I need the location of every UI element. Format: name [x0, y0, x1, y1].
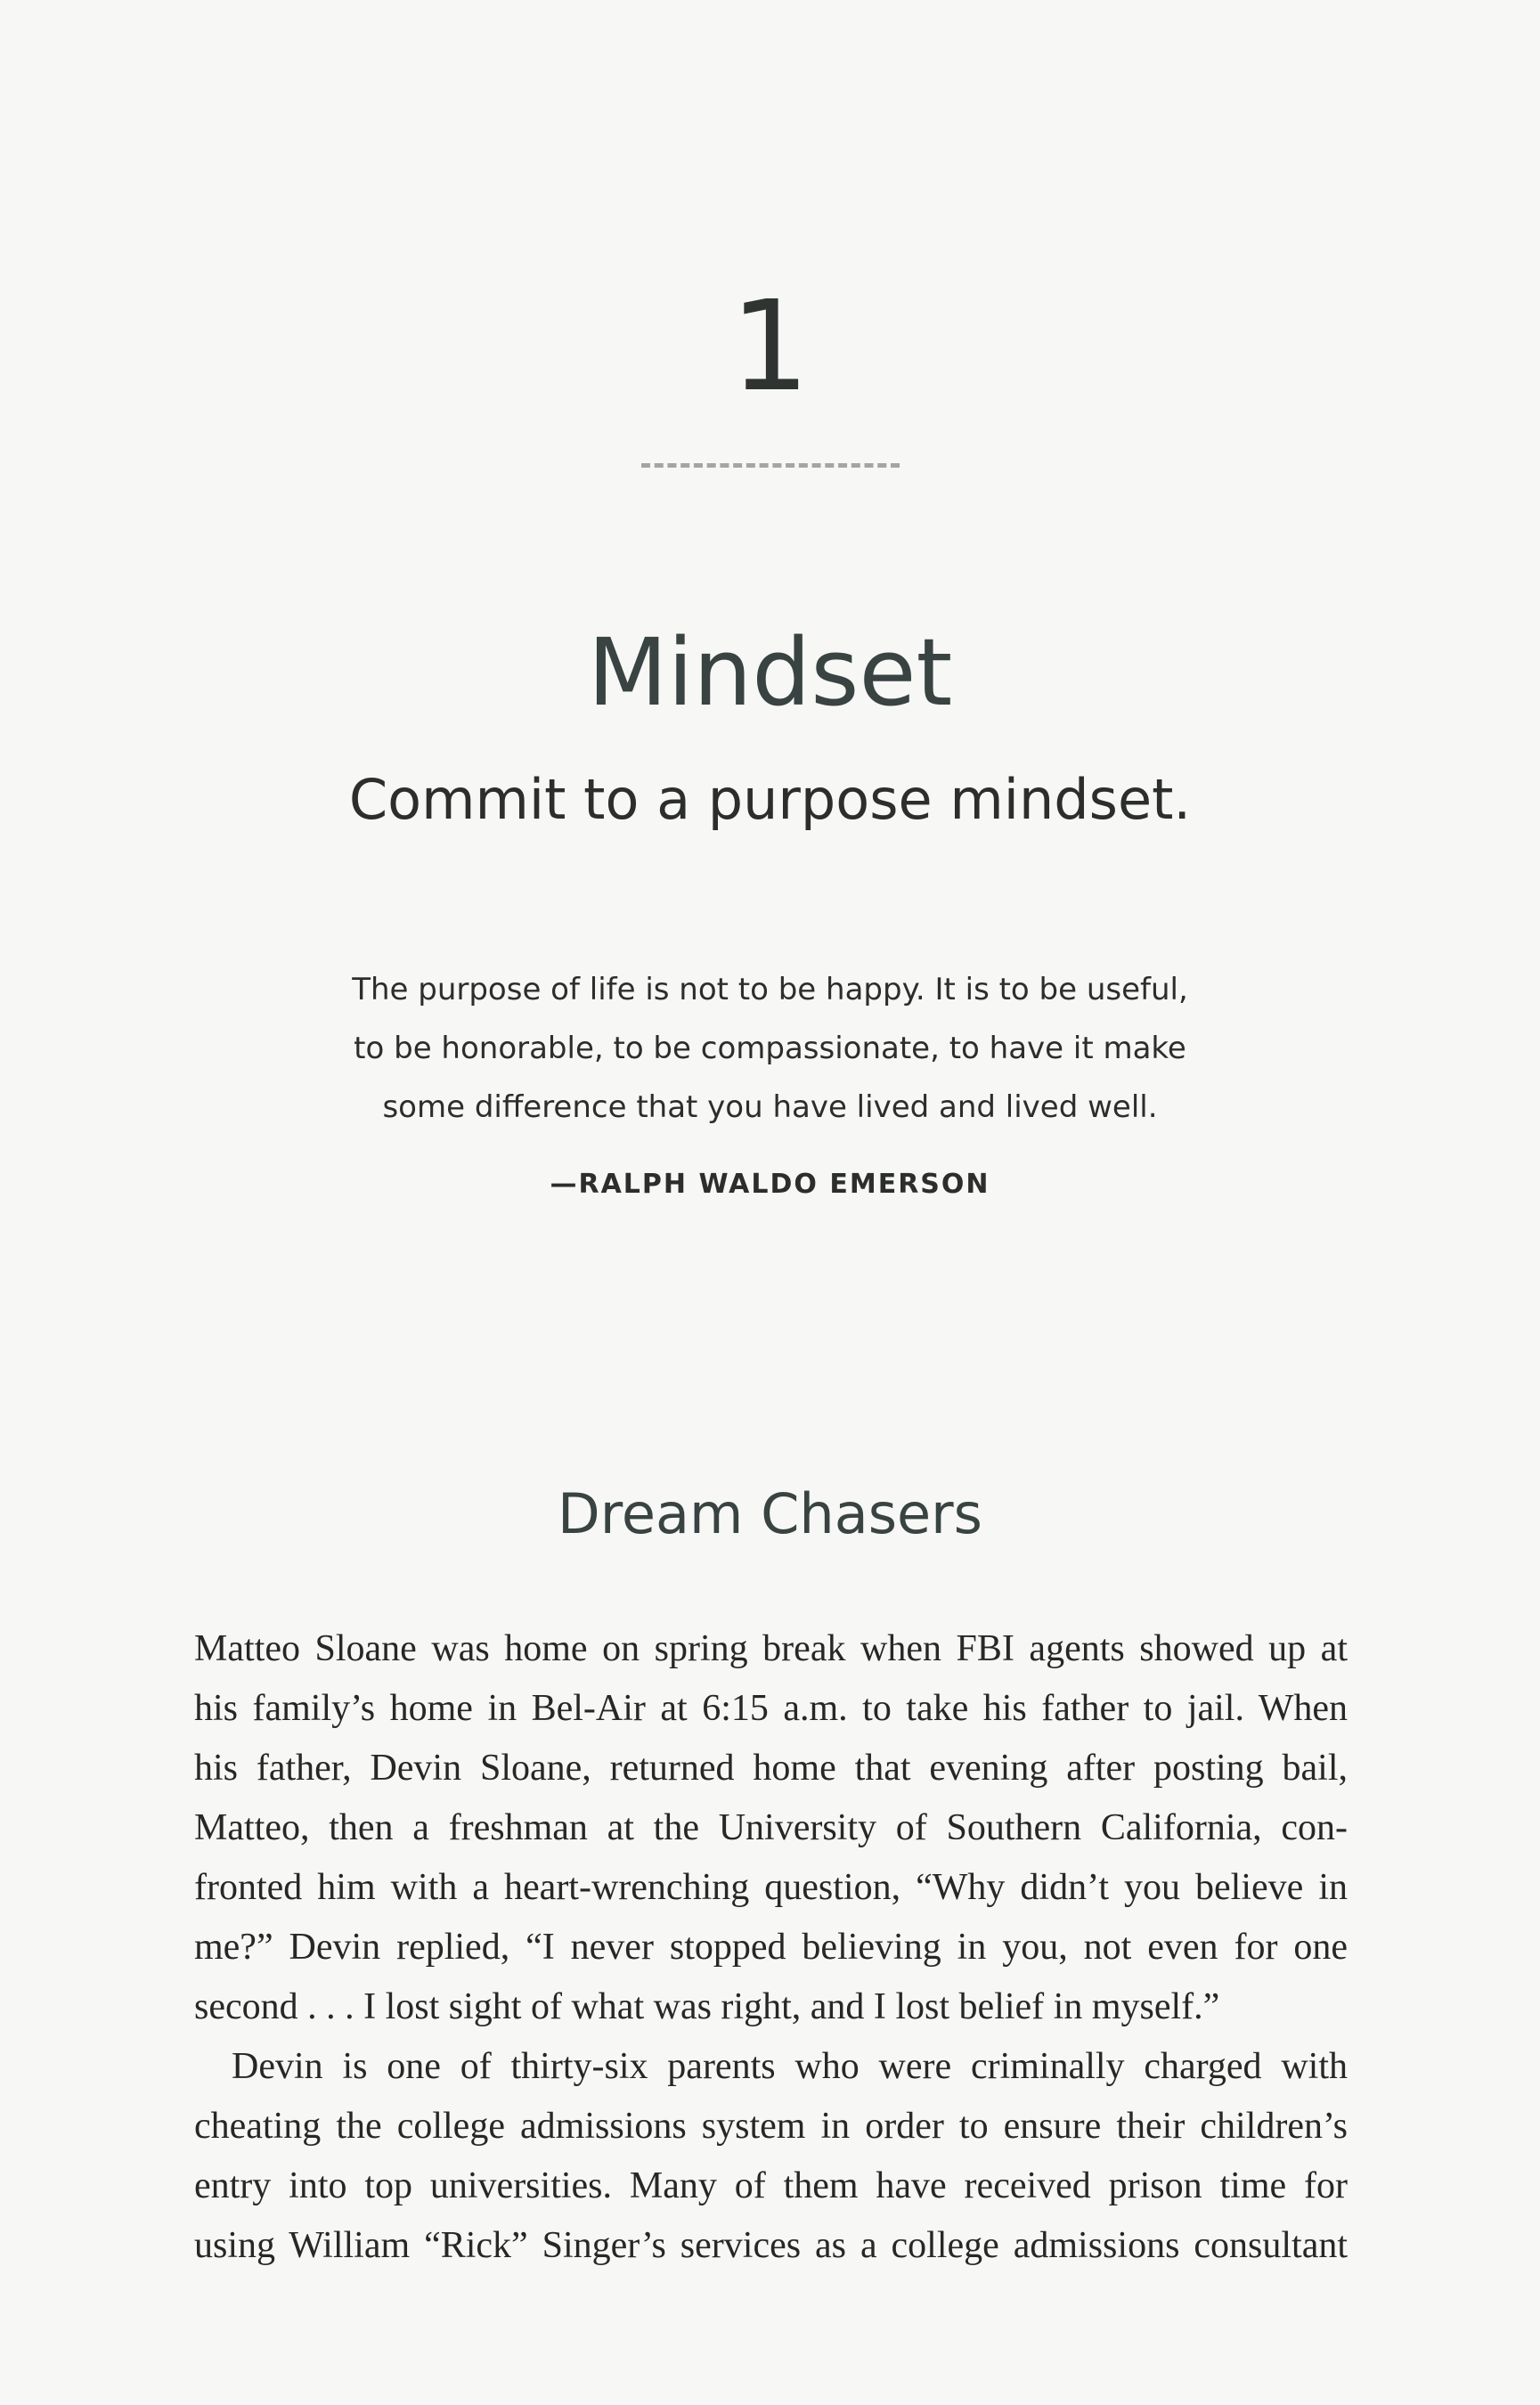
body-line: cheating the college admissions system in order to ensure their children’s: [194, 2106, 1348, 2147]
epigraph-line: The purpose of life is not to be happy. It is to be useful,: [352, 972, 1188, 1007]
epigraph-line: some difference that you have lived and lived well.: [382, 1089, 1158, 1125]
chapter-divider: [641, 463, 900, 468]
epigraph-quote: [267, 960, 1273, 1137]
body-line: Matteo Sloane was home on spring break when FBI agents showed up at: [194, 1628, 1348, 1669]
epigraph-line: to be honorable, to be compassionate, to have it make: [354, 1031, 1186, 1066]
body-line: his family’s home in Bel-Air at 6:15 a.m. to take his father to jail. When: [194, 1688, 1348, 1729]
chapter-subtitle: Commit to a purpose mindset.: [348, 767, 1192, 832]
body-line: his father, Devin Sloane, returned home that evening after posting bail,: [194, 1748, 1348, 1789]
body-line: using William “Rick” Singer’s services as a college admissions consultant: [194, 2225, 1348, 2266]
body-line: me?” Devin replied, “I never stopped believing in you, not even for one: [194, 1927, 1348, 1968]
body-line: Matteo, then a freshman at the University of Southern California, con-: [194, 1807, 1348, 1848]
body-line: entry into top universities. Many of them have received prison time for: [194, 2165, 1348, 2206]
section-heading: Dream Chasers: [558, 1481, 982, 1546]
chapter-number: 1: [729, 274, 811, 420]
epigraph-attribution: —RALPH WALDO EMERSON: [550, 1169, 990, 1200]
body-line: Devin is one of thirty-six parents who were criminally charged with: [232, 2046, 1348, 2087]
chapter-title: Mindset: [587, 618, 953, 727]
paragraph: [194, 2037, 1348, 2276]
paragraph: [194, 1619, 1348, 2037]
body-line: fronted him with a heart-wrenching question, “Why didn’t you believe in: [194, 1867, 1348, 1908]
body-text: [194, 1619, 1348, 2276]
body-line: second . . . I lost sight of what was right, and I lost belief in myself.”: [194, 1986, 1220, 2027]
